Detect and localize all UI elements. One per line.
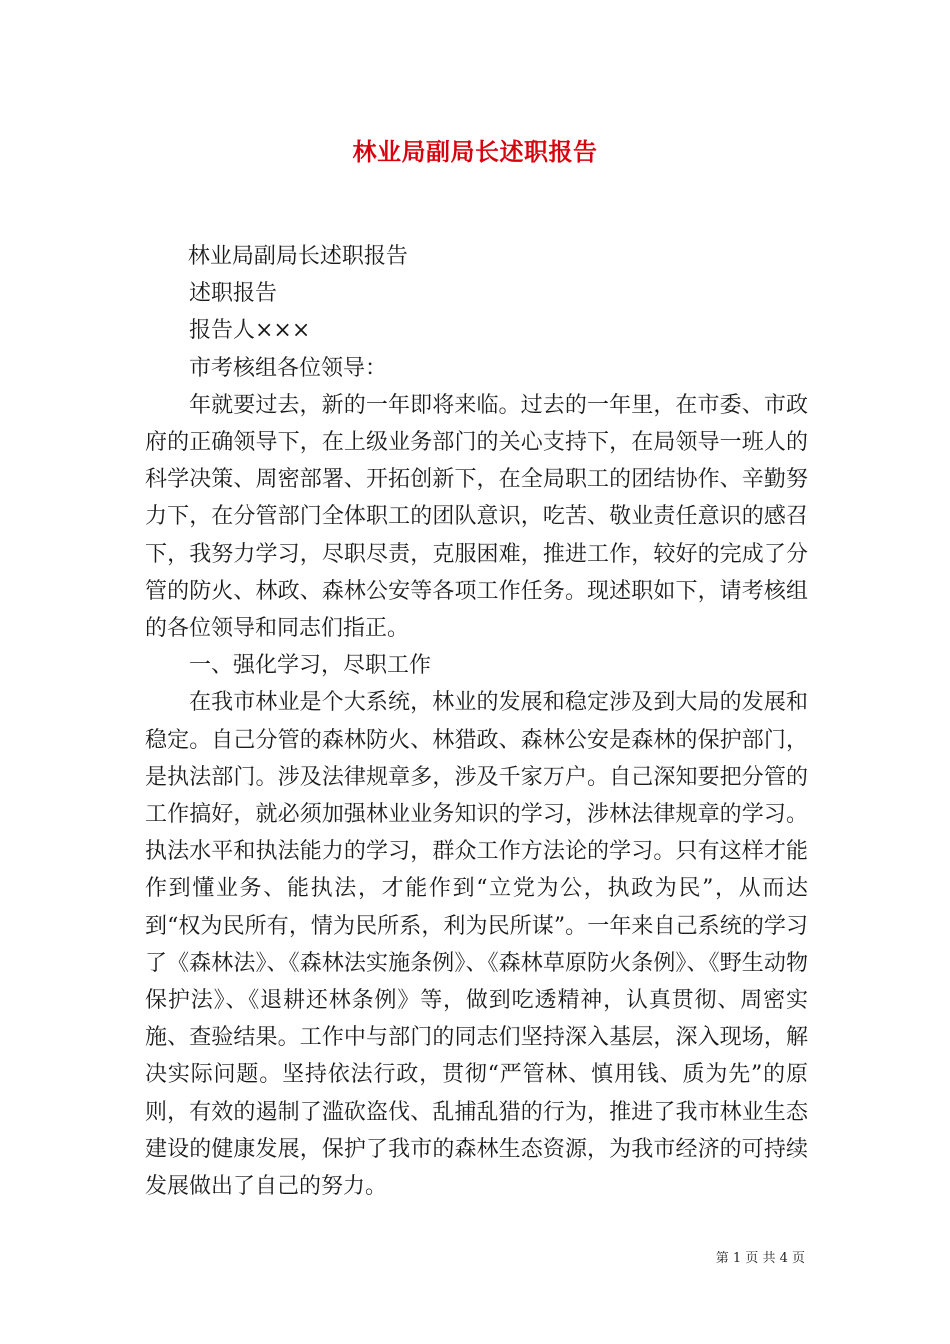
reporter-line: 报告人××× [189,318,311,344]
document-body [145,238,808,1205]
salutation-line: 市考核组各位领导： [189,355,388,381]
document-title: 林业局副局长述职报告 [352,137,598,166]
report-type-line: 述职报告 [189,281,278,307]
body-heading: 林业局副局长述职报告 [187,244,408,269]
intro-paragraph: 年就要过去，新的一年即将来临。过去的一年里，在市委、市政府的正确领导下，在上级业务部门的关心支持下，在局领导一班人的科学决策、周密部署、开拓创新下，在全局职工的团结协作、辛勤努力下，在分管部门全体职工的团队意识，吃苦、敬业责任意识的感召下，我努力学习，尽职尽责，克服困难，推进工作，较好的完成了分管的防火、林政、森林公安等各项工作任务。现述职如下，请考核组的各位领导和同志们指正。 [145,392,808,642]
section-heading: 一、强化学习，尽职工作 [189,653,432,679]
page-number: 第 1 页 共 4 页 [715,1251,805,1266]
section-paragraph: 在我市林业是个大系统，林业的发展和稳定涉及到大局的发展和稳定。自己分管的森林防火、林猎政、森林公安是森林的保护部门，是执法部门。涉及法律规章多，涉及千家万户。自己深知要把分管的工作搞好，就必须加强林业业务知识的学习，涉林法律规章的学习。执法水平和执法能力的学习，群众工作方法论的学习。只有这样才能作到懂业务、能执法，才能作到“立党为公，执政为民”，从而达到“权为民所有，情为民所系，利为民所谋”。一年来自己系统的学习了《森林法》、《森林法实施条例》、《森林草原防火条例》、《野生动物保护法》、《退耕还林条例》等，做到吃透精神，认真贯彻、周密实施、查验结果。工作中与部门的同志们坚持深入基层，深入现场，解决实际问题。坚持依法行政，贯彻“严管林、慎用钱、质为先”的原则，有效的遏制了滥砍盗伐、乱捕乱猎的行为，推进了我市林业生态建设的健康发展，保护了我市的森林生态资源，为我市经济的可持续发展做出了自己的努力。 [145,690,808,1200]
